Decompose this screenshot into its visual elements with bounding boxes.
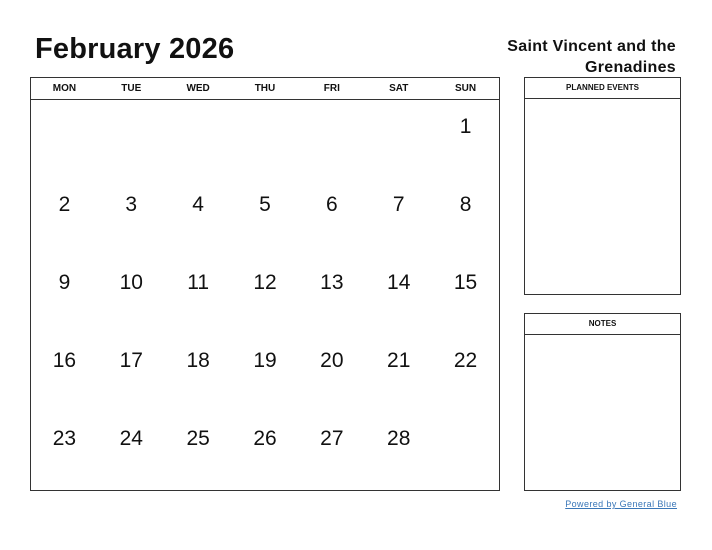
- day-cell: [432, 412, 499, 490]
- day-cell: 1: [459, 115, 472, 138]
- day-cell: 20: [320, 349, 344, 372]
- calendar-grid: [30, 77, 500, 491]
- day-cell: 16: [52, 349, 77, 372]
- weekday-fri: FRI: [323, 83, 340, 94]
- day-cell: 13: [320, 271, 344, 294]
- day-cell: 24: [119, 427, 143, 450]
- day-cell: 19: [253, 349, 277, 372]
- weekday-thu: THU: [254, 83, 276, 94]
- day-cell: 21: [387, 349, 411, 372]
- country-name: Saint Vincent and the Grenadines: [507, 38, 676, 76]
- day-cell: [31, 100, 98, 178]
- day-cell: [298, 100, 365, 178]
- planned-events-heading: PLANNED EVENTS: [525, 78, 680, 99]
- day-cell: 10: [119, 271, 143, 294]
- weekday-header-row: [31, 78, 499, 100]
- day-cell: 9: [58, 271, 71, 294]
- page-title: February 2026: [35, 33, 235, 65]
- day-cell: 25: [186, 427, 210, 450]
- day-cell: 5: [259, 193, 271, 216]
- day-cell: 27: [320, 427, 344, 450]
- calendar-days: [31, 100, 499, 490]
- day-cell: [98, 100, 165, 178]
- powered-by-link[interactable]: Powered by General Blue: [565, 499, 677, 509]
- notes-panel: [524, 313, 681, 491]
- day-cell: [232, 100, 299, 178]
- weekday-mon: MON: [52, 83, 77, 94]
- day-cell: 17: [119, 349, 143, 372]
- day-cell: 4: [192, 193, 204, 216]
- day-cell: 2: [58, 193, 71, 216]
- day-cell: 7: [392, 193, 405, 216]
- day-cell: 8: [459, 193, 472, 216]
- weekday-sun: SUN: [455, 83, 477, 94]
- day-cell: [165, 100, 232, 178]
- day-cell: 15: [453, 271, 478, 294]
- day-cell: 22: [453, 349, 478, 372]
- day-cell: 14: [387, 271, 411, 294]
- weekday-wed: WED: [186, 83, 210, 94]
- day-cell: 28: [387, 427, 411, 450]
- day-cell: 26: [253, 427, 277, 450]
- day-cell: 11: [187, 271, 210, 294]
- day-cell: 18: [186, 349, 210, 372]
- day-cell: [365, 100, 432, 178]
- weekday-sat: SAT: [389, 83, 409, 94]
- day-cell: 23: [52, 427, 77, 450]
- day-cell: 12: [253, 271, 277, 294]
- planned-events-panel: [524, 77, 681, 295]
- notes-heading: NOTES: [525, 314, 680, 335]
- day-cell: 6: [326, 193, 338, 216]
- day-cell: 3: [125, 193, 138, 216]
- weekday-tue: TUE: [121, 83, 142, 94]
